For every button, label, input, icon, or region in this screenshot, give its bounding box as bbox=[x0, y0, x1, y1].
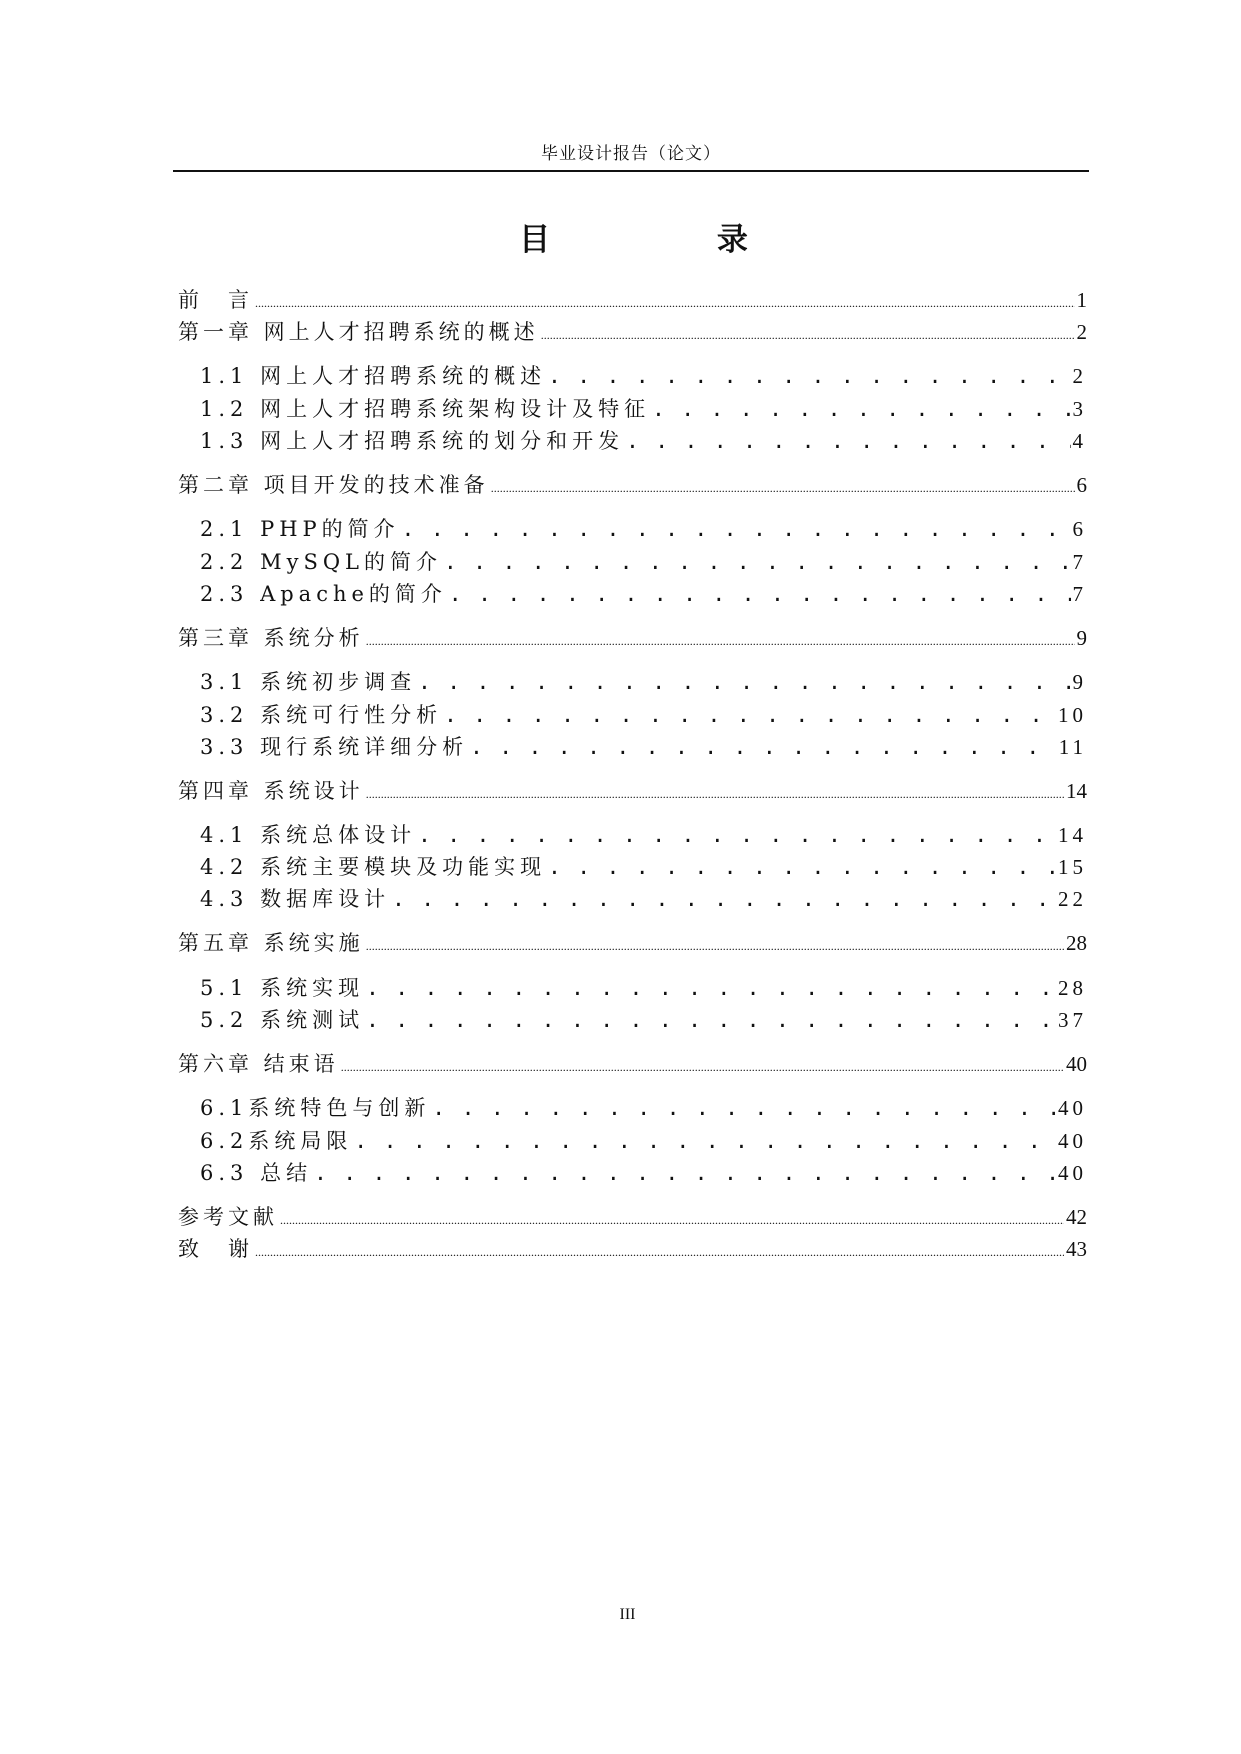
toc-entry-label: 2.1 PHP的简介 bbox=[200, 517, 400, 541]
toc-entry-section-3-2[interactable] bbox=[200, 700, 1087, 730]
toc-entry-references[interactable] bbox=[178, 1202, 1087, 1232]
toc-entry-page: 28 bbox=[1058, 976, 1087, 1000]
toc-leader bbox=[444, 547, 1071, 577]
toc-leader bbox=[392, 884, 1056, 914]
toc-entry-page: 43 bbox=[1066, 1237, 1087, 1261]
toc-entry-page: 22 bbox=[1058, 887, 1087, 911]
toc-entry-section-1-3[interactable] bbox=[200, 426, 1087, 456]
toc-entry-page: 2 bbox=[1072, 364, 1087, 388]
toc-leader bbox=[366, 776, 1064, 809]
toc-entry-chapter-6[interactable] bbox=[178, 1049, 1087, 1079]
toc-leader bbox=[366, 1005, 1056, 1035]
toc-entry-section-5-1[interactable] bbox=[200, 973, 1087, 1003]
toc-leader bbox=[366, 928, 1064, 961]
toc-entry-chapter-1[interactable] bbox=[178, 317, 1087, 347]
toc-entry-page: 7 bbox=[1072, 550, 1087, 574]
toc-entry-label: 2.3 Apache的简介 bbox=[200, 582, 447, 606]
toc-leader bbox=[652, 394, 1070, 424]
toc-leader bbox=[255, 1234, 1064, 1267]
toc-entry-label: 前 言 bbox=[178, 288, 253, 312]
toc-entry-page: 14 bbox=[1058, 823, 1087, 847]
toc-entry-chapter-3[interactable] bbox=[178, 623, 1087, 653]
toc-entry-label: 第一章 网上人才招聘系统的概述 bbox=[178, 320, 539, 344]
page-header: 毕业设计报告（论文） bbox=[173, 138, 1089, 172]
toc-entry-page: 10 bbox=[1058, 703, 1087, 727]
toc-entry-section-1-1[interactable] bbox=[200, 361, 1087, 391]
toc-entry-page: 4 bbox=[1072, 429, 1087, 453]
toc-entry-label: 第五章 系统实施 bbox=[178, 931, 364, 955]
toc-entry-page: 2 bbox=[1076, 320, 1087, 344]
toc-entry-section-4-3[interactable] bbox=[200, 884, 1087, 914]
toc-entry-label: 5.1 系统实现 bbox=[200, 976, 365, 1000]
toc-leader bbox=[341, 1049, 1064, 1082]
toc-entry-page: 7 bbox=[1072, 582, 1087, 606]
toc-entry-page: 9 bbox=[1072, 670, 1087, 694]
toc-leader bbox=[541, 317, 1075, 350]
toc-leader bbox=[402, 514, 1071, 544]
toc-leader bbox=[548, 852, 1056, 882]
toc-entry-label: 1.3 网上人才招聘系统的划分和开发 bbox=[200, 429, 625, 453]
toc-entry-section-6-2[interactable] bbox=[200, 1126, 1087, 1156]
toc-entry-label: 4.3 数据库设计 bbox=[200, 887, 391, 911]
toc-entry-page: 11 bbox=[1058, 735, 1087, 759]
toc-entry-section-4-2[interactable] bbox=[200, 852, 1087, 882]
toc-leader bbox=[470, 732, 1057, 762]
toc-leader bbox=[280, 1202, 1064, 1235]
toc-entry-section-2-2[interactable] bbox=[200, 547, 1087, 577]
toc-entry-page: 15 bbox=[1058, 855, 1087, 879]
toc-entry-section-1-2[interactable] bbox=[200, 394, 1087, 424]
toc-entry-chapter-4[interactable] bbox=[178, 776, 1087, 806]
toc-entry-acknowledgements[interactable] bbox=[178, 1234, 1087, 1264]
toc-entry-label: 第二章 项目开发的技术准备 bbox=[178, 473, 489, 497]
toc-entry-label: 4.2 系统主要模块及功能实现 bbox=[200, 855, 547, 879]
toc-entry-page: 3 bbox=[1072, 397, 1087, 421]
toc-leader bbox=[491, 470, 1075, 503]
toc-leader bbox=[255, 285, 1075, 318]
toc-entry-preface[interactable] bbox=[178, 285, 1087, 315]
toc-entry-label: 1.1 网上人才招聘系统的概述 bbox=[200, 364, 547, 388]
toc-entry-page: 1 bbox=[1076, 288, 1087, 312]
toc-leader bbox=[366, 973, 1056, 1003]
toc-entry-section-5-2[interactable] bbox=[200, 1005, 1087, 1035]
toc-entry-section-3-1[interactable] bbox=[200, 667, 1087, 697]
toc-entry-section-2-1[interactable] bbox=[200, 514, 1087, 544]
toc-entry-label: 致 谢 bbox=[178, 1237, 253, 1261]
toc-entry-section-4-1[interactable] bbox=[200, 820, 1087, 850]
toc-entry-section-3-3[interactable] bbox=[200, 732, 1087, 762]
toc-entry-page: 6 bbox=[1072, 517, 1087, 541]
page-number: III bbox=[619, 1606, 636, 1623]
toc-leader bbox=[418, 667, 1070, 697]
toc-leader bbox=[444, 700, 1056, 730]
toc-entry-label: 3.3 现行系统详细分析 bbox=[200, 735, 469, 759]
toc-entry-label: 2.2 MySQL的简介 bbox=[200, 550, 442, 574]
toc-entry-page: 37 bbox=[1058, 1008, 1087, 1032]
toc-entry-section-6-3[interactable] bbox=[200, 1158, 1087, 1188]
toc-entry-label: 6.2系统局限 bbox=[200, 1129, 353, 1153]
toc-entry-label: 5.2 系统测试 bbox=[200, 1008, 365, 1032]
toc-entry-label: 6.3 总结 bbox=[200, 1161, 313, 1185]
toc-entry-page: 40 bbox=[1058, 1129, 1087, 1153]
toc-entry-section-6-1[interactable] bbox=[200, 1093, 1087, 1123]
toc-entry-label: 6.1系统特色与创新 bbox=[200, 1096, 431, 1120]
toc-title: 目 录 bbox=[519, 222, 826, 258]
toc-entry-chapter-2[interactable] bbox=[178, 470, 1087, 500]
toc-entry-page: 9 bbox=[1076, 626, 1087, 650]
toc-entry-page: 28 bbox=[1066, 931, 1087, 955]
toc-leader bbox=[432, 1093, 1056, 1123]
toc-leader bbox=[418, 820, 1056, 850]
toc-leader bbox=[314, 1158, 1056, 1188]
toc-entry-label: 参考文献 bbox=[178, 1205, 278, 1229]
toc-entry-page: 40 bbox=[1058, 1161, 1087, 1185]
toc-entry-label: 第三章 系统分析 bbox=[178, 626, 364, 650]
toc-leader bbox=[449, 579, 1071, 609]
toc-entry-section-2-3[interactable] bbox=[200, 579, 1087, 609]
toc-entry-chapter-5[interactable] bbox=[178, 928, 1087, 958]
toc-leader bbox=[354, 1126, 1056, 1156]
toc-entry-label: 第六章 结束语 bbox=[178, 1052, 339, 1076]
toc-entry-page: 40 bbox=[1058, 1096, 1087, 1120]
toc-leader bbox=[548, 361, 1070, 391]
toc-entry-label: 4.1 系统总体设计 bbox=[200, 823, 417, 847]
toc-leader bbox=[626, 426, 1070, 456]
toc-entry-label: 3.2 系统可行性分析 bbox=[200, 703, 443, 727]
toc-entry-page: 42 bbox=[1066, 1205, 1087, 1229]
toc-entry-label: 第四章 系统设计 bbox=[178, 779, 364, 803]
toc-entry-page: 40 bbox=[1066, 1052, 1087, 1076]
toc-leader bbox=[366, 623, 1075, 656]
toc-entry-page: 14 bbox=[1066, 779, 1087, 803]
toc-entry-page: 6 bbox=[1076, 473, 1087, 497]
toc-entry-label: 3.1 系统初步调查 bbox=[200, 670, 417, 694]
toc-entry-label: 1.2 网上人才招聘系统架构设计及特征 bbox=[200, 397, 651, 421]
